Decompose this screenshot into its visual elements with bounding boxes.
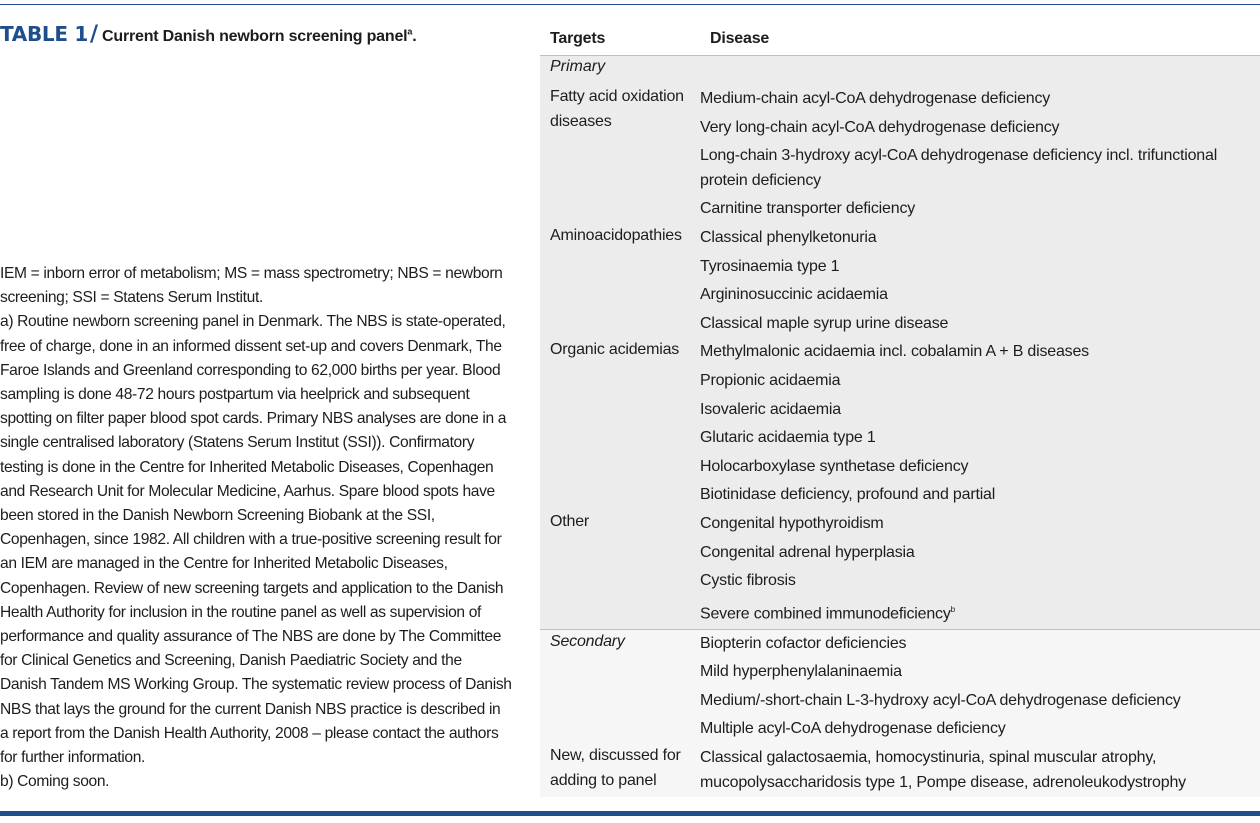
disease-cell: [700, 224, 1260, 338]
table-row-fatty-acid: [540, 85, 1260, 224]
disease-item: Holocarboxylase synthetase deficiency: [700, 457, 969, 475]
disease-item: Congenital adrenal hyperplasia: [700, 543, 915, 561]
caption-slash: /: [90, 22, 99, 47]
disease-cell: [700, 744, 1260, 797]
table-label: TABLE 1: [0, 22, 88, 46]
disease-cell: [700, 85, 1260, 224]
header-targets: Targets: [550, 30, 606, 47]
disease-item: Carnitine transporter deficiency: [700, 200, 916, 218]
disease-item: Congenital hypothyroidism: [700, 514, 884, 532]
disease-item: Classical galactosaemia, homocystinuria, spinal muscular atrophy, mucopolysaccharidosis type 1, Pompe disease, adrenoleukodystrophy: [700, 748, 1186, 791]
footnote-a: a) Routine newborn screening panel in Denmark. The NBS is state-operated, free of charge, done in an informed dissent set-up and covers Denmark, The Faroe Islands and Greenland corresponding to 62,000 births per year. Blood sampling is done 48-72 hours postpartum via heelprick and subsequent spotting on filter paper blood spot cards. Primary NBS analyses are done in a single centralised laboratory (Statens Serum Institut (SSI)). Confirmatory testing is done in the Centre for Inherited Metabolic Diseases, Copenhagen and Research Unit for Molecular Medicine, Aarhus. Spare blood spots have been stored in the Danish Newborn Screening Biobank at the SSI, Copenhagen, since 1982. All children with a true-positive screening result for an IEM are managed in the Centre for Inherited Metabolic Diseases, Copenhagen. Review of new screening targets and application to the Danish Health Authority for inclusion in the routine panel as well as supervision of performance and quality assurance of The NBS are done by The Committee for Clinical Genetics and Screening, Danish Paediatric Society and the Danish Tandem MS Working Group. The systematic review process of Danish NBS that lays the ground for the current Danish NBS practice is described in a report from the Danish Health Authority, 2008 – please contact the authors for further information.: [0, 313, 512, 767]
table-row-aminoacidopathies: [540, 224, 1260, 338]
disease-item: Very long-chain acyl-CoA dehydrogenase deficiency: [700, 118, 1060, 136]
secondary-section: [540, 630, 1260, 798]
scid-text: Severe combined immunodeficiency: [700, 605, 951, 623]
disease-item: Argininosuccinic acidaemia: [700, 286, 888, 304]
table-caption: [0, 22, 416, 47]
primary-section: [540, 56, 1260, 629]
disease-item: Long-chain 3-hydroxy acyl-CoA dehydrogenase deficiency incl. trifunctional protein deficiency: [700, 147, 1218, 189]
disease-cell: [700, 510, 1260, 629]
top-rule: [0, 4, 1260, 5]
primary-label: Primary: [550, 58, 606, 75]
disease-item: Biopterin cofactor deficiencies: [700, 634, 907, 652]
disease-item: Glutaric acidaemia type 1: [700, 429, 876, 447]
secondary-label-text: Secondary: [550, 632, 625, 650]
disease-item: Classical phenylketonuria: [700, 228, 877, 246]
disease-item: Multiple acyl-CoA dehydrogenase deficiency: [700, 720, 1006, 738]
screening-table: [540, 26, 1260, 797]
target-cell: Fatty acid oxidation diseases: [550, 88, 684, 130]
table-header: [540, 26, 1260, 56]
target-cell: Other: [550, 512, 590, 530]
table-row-organic-acidemias: [540, 338, 1260, 510]
target-cell: New, discussed for adding to panel: [550, 746, 681, 789]
table-notes: [0, 262, 512, 794]
table-row-other: [540, 510, 1260, 629]
disease-item: Medium/-short-chain L-3-hydroxy acyl-CoA dehydrogenase deficiency: [700, 691, 1181, 709]
disease-item: Propionic acidaemia: [700, 371, 841, 389]
abbreviations-note: IEM = inborn error of metabolism; MS = mass spectrometry; NBS = newborn screening; SSI = Statens Serum Institut.: [0, 265, 503, 307]
disease-item: Biotinidase deficiency, profound and partial: [700, 486, 996, 504]
table-title: Current Danish newborn screening panel$^a$.: [102, 26, 417, 45]
disease-item: Classical maple syrup urine disease: [700, 314, 949, 332]
primary-row: [540, 56, 1260, 85]
target-cell: Organic acidemias: [550, 341, 680, 359]
target-cell: Aminoacidopathies: [550, 226, 682, 244]
bottom-rule: [0, 811, 1260, 816]
disease-cell: [700, 338, 1260, 510]
disease-item: [700, 596, 1260, 629]
disease-item: Mild hyperphenylalaninaemia: [700, 663, 902, 681]
footnote-b: b) Coming soon.: [0, 773, 110, 791]
header-disease: Disease: [710, 30, 770, 47]
table-title-text: Current Danish newborn screening panel: [102, 28, 408, 45]
disease-item: Methylmalonic acidaemia incl. cobalamin A + B diseases: [700, 343, 1089, 361]
table-row-new: [540, 744, 1260, 797]
secondary-label: [540, 630, 700, 744]
table-row-secondary: [540, 630, 1260, 744]
scid-footnote-marker: b: [950, 604, 955, 614]
disease-item: Medium-chain acyl-CoA dehydrogenase deficiency: [700, 90, 1051, 107]
disease-cell: [700, 630, 1260, 744]
disease-item: Cystic fibrosis: [700, 572, 796, 590]
disease-item: Tyrosinaemia type 1: [700, 257, 840, 275]
disease-item: Isovaleric acidaemia: [700, 400, 841, 418]
title-footnote-marker: a: [407, 26, 413, 37]
